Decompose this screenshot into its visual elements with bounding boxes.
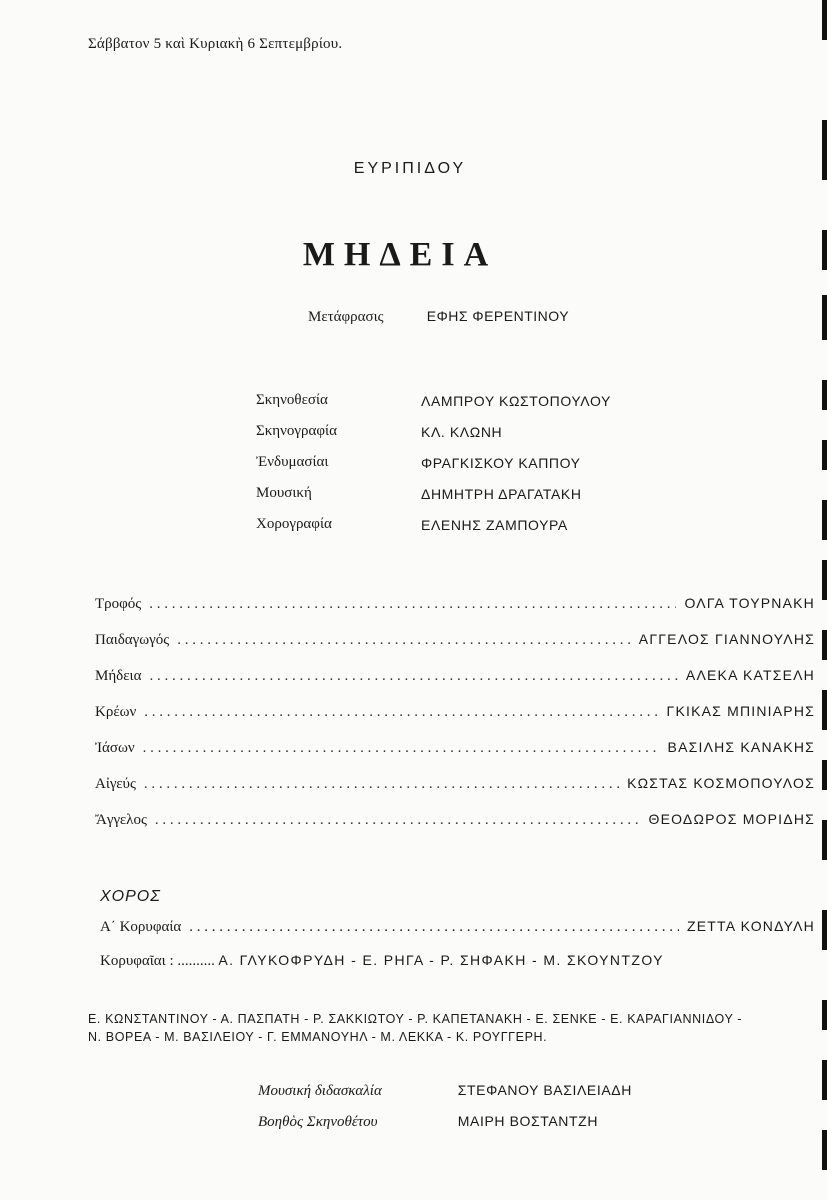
footer-credit (258, 1082, 632, 1100)
footer-name: ΣΤΕΦΑΝΟΥ ΒΑΣΙΛΕΙΑΔΗ (457, 1082, 632, 1098)
cast-row (95, 739, 815, 775)
crew-role: Χορογραφία (256, 516, 332, 532)
cast-role: Αἰγεύς (95, 776, 136, 792)
play-author: ΕΥΡΙΠΙΔΟΥ (353, 160, 467, 177)
performance-date: Σάββατον 5 καὶ Κυριακὴ 6 Σεπτεμβρίου. (88, 36, 343, 52)
crew-name: ΔΗΜΗΤΡΗ ΔΡΑΓΑΤΑΚΗ (421, 485, 582, 502)
leader-dots (149, 596, 676, 613)
crew-row (256, 385, 611, 416)
cast-role: Κρέων (95, 704, 137, 720)
chorus-leads-names: Α. ΓΛΥΚΟΦΡΥΔΗ - Ε. ΡΗΓΑ - Ρ. ΣΗΦΑΚΗ - Μ. ΣΚΟΥΝΤΖΟΥ (218, 952, 664, 968)
cast-actor: ΑΛΕΚΑ ΚΑΤΣΕΛΗ (685, 667, 815, 683)
cast-actor: ΑΓΓΕΛΟΣ ΓΙΑΝΝΟΥΛΗΣ (638, 631, 815, 647)
cast-row (95, 811, 815, 847)
crew-role: Ἐνδυμασίαι (256, 454, 329, 470)
leader-dots (155, 812, 641, 829)
chorus-members-line-1: Ε. ΚΩΝΣΤΑΝΤΙΝΟΥ - Α. ΠΑΣΠΑΤΗ - Ρ. ΣΑΚΚΙΩΤΟΥ - Ρ. ΚΑΠΕΤΑΝΑΚΗ - Ε. ΣΕΝΚΕ - Ε. ΚΑΡΑΓΙΑΝΝΙΔΟΥ - (88, 1012, 742, 1026)
leader-dots (149, 668, 677, 685)
chorus-leads-label: Κορυφαῖαι : .......... (100, 953, 215, 969)
cast-actor: ΚΩΣΤΑΣ ΚΟΣΜΟΠΟΥΛΟΣ (627, 775, 815, 791)
crew-name: ΕΛΕΝΗΣ ΖΑΜΠΟΥΡΑ (421, 516, 568, 533)
crew-row (256, 478, 611, 509)
cast-row (95, 667, 815, 703)
footer-role: Βοηθὸς Σκηνοθέτου (258, 1114, 378, 1130)
cast-actor: ΓΚΙΚΑΣ ΜΠΙΝΙΑΡΗΣ (666, 703, 815, 719)
crew-name: ΚΛ. ΚΛΩΝΗ (421, 423, 503, 440)
cast-role: Ἰάσων (95, 740, 135, 756)
chorus-leads-row (100, 952, 664, 970)
cast-row (95, 595, 815, 631)
leader-dots (189, 919, 679, 936)
cast-role: Τροφός (95, 596, 142, 612)
crew-role: Σκηνοθεσία (256, 392, 328, 408)
chorus-lead-label: Α΄ Κορυφαία (100, 919, 182, 935)
translation-line (308, 308, 569, 326)
cast-row (95, 703, 815, 739)
chorus-lead-row (100, 918, 815, 936)
leader-dots (143, 740, 660, 757)
leader-dots (144, 704, 658, 721)
chorus-heading: ΧΟΡΟΣ (100, 888, 161, 905)
cast-role: Ἄγγελος (95, 812, 147, 828)
translation-label: Μετάφρασις (308, 309, 384, 325)
crew-row (256, 509, 611, 540)
cast-actor: ΒΑΣΙΛΗΣ ΚΑΝΑΚΗΣ (667, 739, 815, 755)
crew-name: ΦΡΑΓΚΙΣΚΟΥ ΚΑΠΠΟΥ (421, 454, 581, 471)
crew-row (256, 447, 611, 478)
cast-role: Παιδαγωγός (95, 632, 170, 648)
leader-dots (177, 632, 631, 649)
play-title: ΜΗΔΕΙΑ (302, 236, 498, 273)
crew-role: Σκηνογραφία (256, 423, 337, 439)
chorus-lead-name: ΖΕΤΤΑ ΚΟΝΔΥΛΗ (687, 918, 815, 934)
cast-row (95, 775, 815, 811)
footer-credit (258, 1113, 598, 1131)
cast-list (95, 595, 815, 847)
cast-actor: ΘΕΟΔΩΡΟΣ ΜΟΡΙΔΗΣ (648, 811, 815, 827)
translator-name: ΕΦΗΣ ΦΕΡΕΝΤΙΝΟΥ (426, 308, 570, 324)
binding-edge (817, 0, 827, 1200)
crew-role: Μουσική (256, 485, 312, 501)
crew-list (256, 385, 611, 540)
cast-row (95, 631, 815, 667)
crew-row (256, 416, 611, 447)
leader-dots (144, 776, 619, 793)
footer-name: ΜΑΙΡΗ ΒΟΣΤΑΝΤΖΗ (457, 1113, 599, 1129)
chorus-members-line-2: Ν. ΒΟΡΕΑ - Μ. ΒΑΣΙΛΕΙΟΥ - Γ. ΕΜΜΑΝΟΥΗΛ - Μ. ΛΕΚΚΑ - Κ. ΡΟΥΓΓΕΡΗ. (88, 1030, 548, 1044)
cast-role: Μήδεια (95, 668, 142, 684)
crew-name: ΛΑΜΠΡΟΥ ΚΩΣΤΟΠΟΥΛΟΥ (421, 392, 611, 409)
cast-actor: ΟΛΓΑ ΤΟΥΡΝΑΚΗ (684, 595, 815, 611)
footer-role: Μουσική διδασκαλία (258, 1083, 382, 1099)
